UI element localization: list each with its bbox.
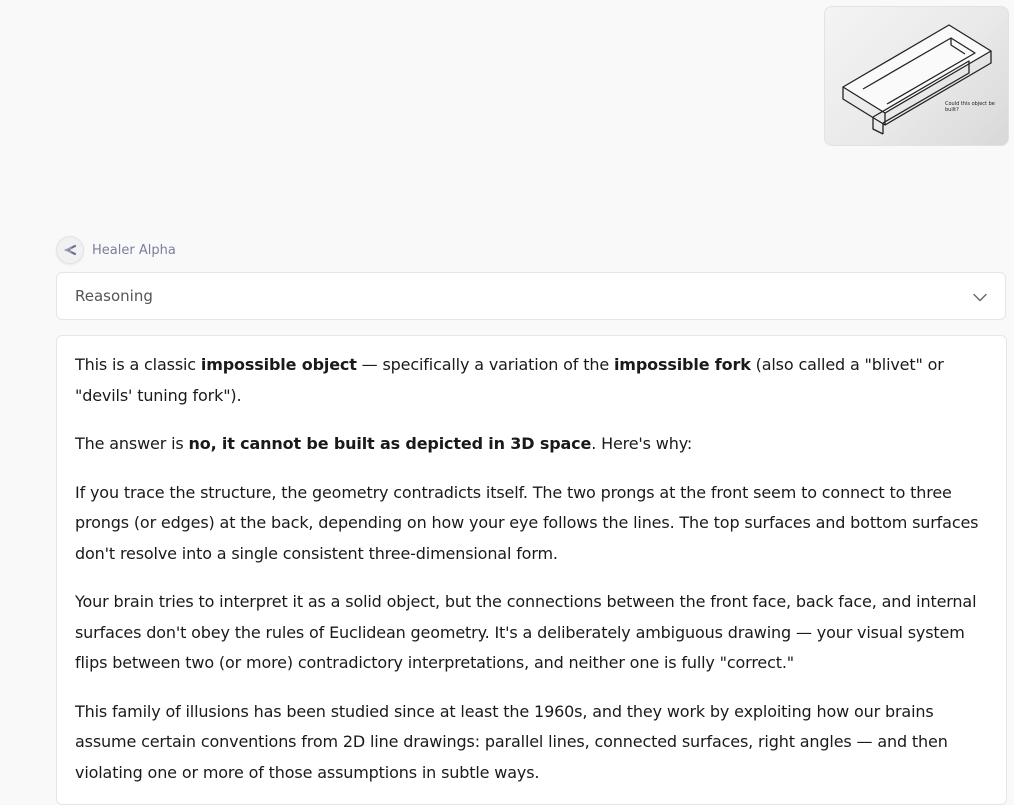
chevron-down-icon (973, 287, 987, 306)
reasoning-toggle[interactable] (56, 272, 1006, 320)
assistant-header (56, 236, 176, 264)
assistant-name: Healer Alpha (92, 242, 176, 258)
attached-image-thumbnail[interactable] (824, 6, 1009, 146)
answer-paragraph: This family of illusions has been studied since at least the 1960s, and they work by exploiting how our brains assume certain conventions from 2D line drawings: parallel lines, connected surfaces, right angles — and then violating one or more of those assumptions in subtle ways. (75, 701, 948, 782)
chevron-left-logo-icon (56, 236, 84, 264)
assistant-answer (56, 335, 1007, 805)
impossible-object-drawing (825, 7, 1008, 145)
answer-paragraph: The answer is no, it cannot be built as depicted in 3D space. Here's why: (75, 434, 693, 453)
reasoning-label: Reasoning (75, 287, 153, 305)
answer-paragraph: This is a classic impossible object — specifically a variation of the impossible fork (also called a "blivet" or "devils' tuning fork"). (75, 355, 944, 405)
answer-paragraph: If you trace the structure, the geometry contradicts itself. The two prongs at the front seem to connect to three prongs (or edges) at the back, depending on how your eye follows the lines. The top surfaces and bottom surfaces don't resolve into a single consistent three-dimensional form. (75, 482, 979, 563)
thumbnail-caption: Could this object be built? (945, 101, 995, 113)
answer-paragraph: Your brain tries to interpret it as a solid object, but the connections between the front face, back face, and internal surfaces don't obey the rules of Euclidean geometry. It's a deliberately ambiguous drawing — your visual system flips between two (or more) contradictory interpretations, and neither one is fully "correct." (75, 592, 977, 672)
